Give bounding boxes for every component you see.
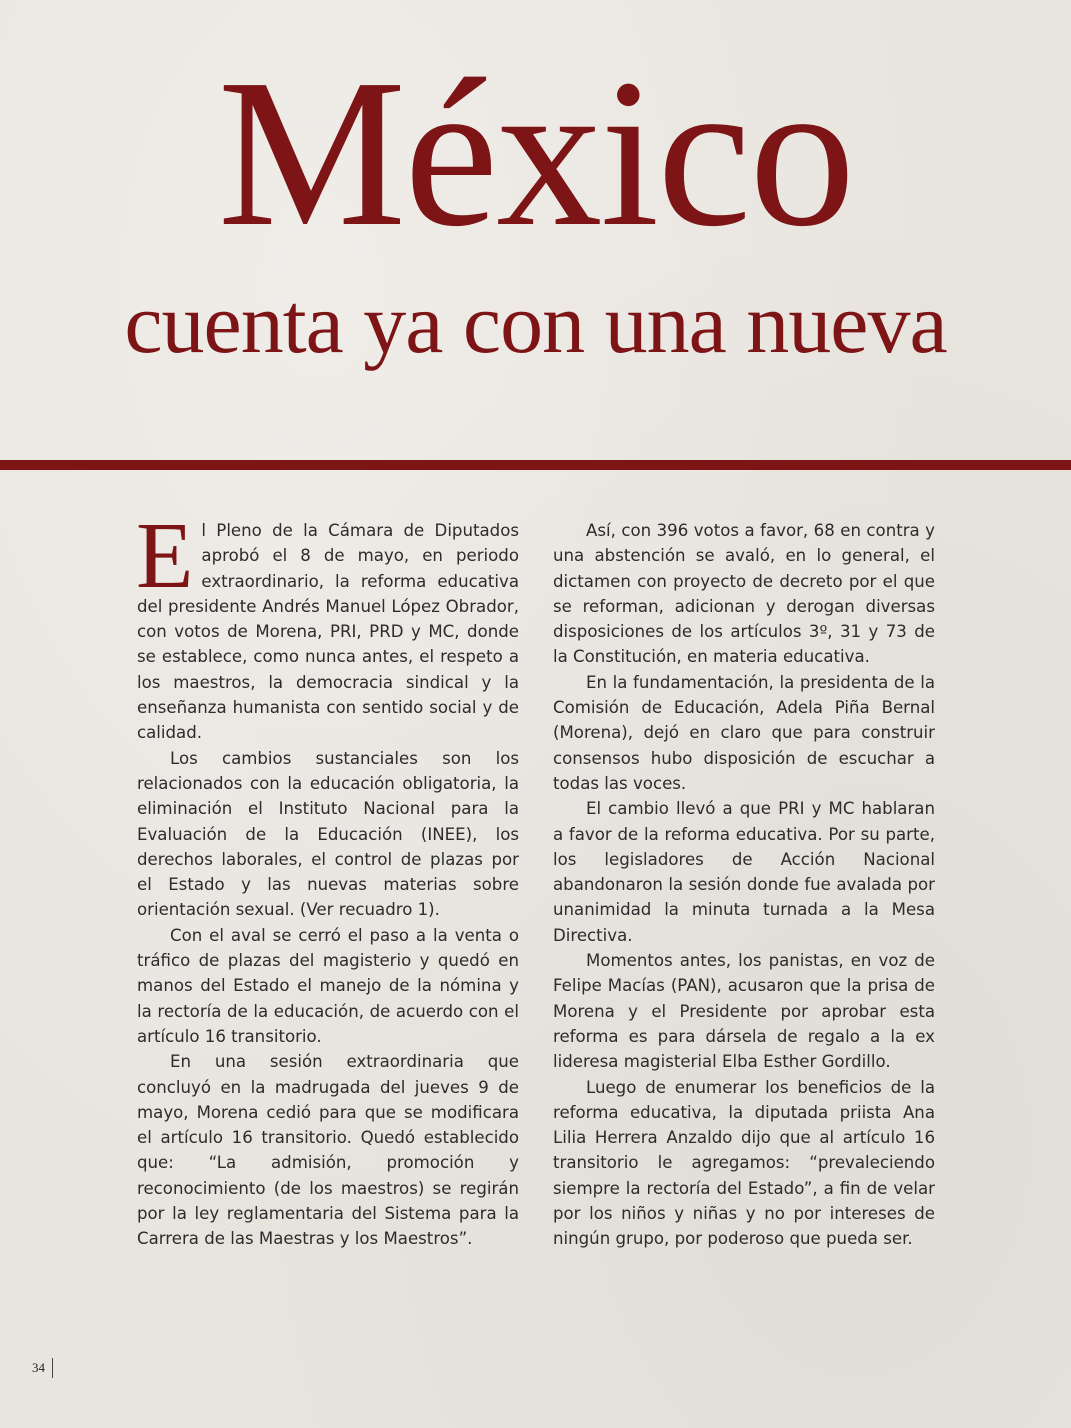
paragraph-text: l Pleno de la Cámara de Diputados aprobó el 8 de mayo, en periodo extraordinario, la reforma educativa del presidente Andrés Manuel López Obrador, con votos de Morena, PRI, PRD y MC, donde se establece, como nunca antes, el respeto a los maestros, la democracia sindical y la enseñanza humanista con sentido social y de calidad.	[137, 521, 519, 743]
headline-main: México	[217, 35, 854, 270]
article-paragraph: En la fundamentación, la presidenta de la Comisión de Educación, Adela Piña Bernal (Morena), dejó en claro que para construir consensos hubo disposición de escuchar a todas las voces.	[553, 672, 935, 793]
article-paragraph: Con el aval se cerró el paso a la venta o tráfico de plazas del magisterio y quedó en manos del Estado el manejo de la nómina y la rectoría de la educación, de acuerdo con el artículo 16 transitorio.	[137, 925, 519, 1046]
drop-cap: E	[136, 504, 194, 608]
article-column-right	[553, 518, 935, 1252]
article-paragraph	[136, 504, 519, 746]
article-paragraph: Así, con 396 votos a favor, 68 en contra y una abstención se avaló, en lo general, el dictamen con proyecto de decreto por el que se reforman, adicionan y derogan diversas disposiciones de los artículos 3º, 31 y 73 de la Constitución, en materia educativa.	[553, 521, 935, 667]
article-column-left	[136, 504, 519, 1252]
article-paragraph: En una sesión extraordinaria que concluyó en la madrugada del jueves 9 de mayo, Morena cedió para que se modificara el artículo 16 transitorio. Quedó establecido que: “La admisión, promoción y reconocimiento (de los maestros) se regirán por la ley reglamentaria del Sistema para la Carrera de las Maestras y los Maestros”.	[137, 1052, 519, 1249]
page-number: 34	[32, 1358, 53, 1378]
article-paragraph: Momentos antes, los panistas, en voz de Felipe Macías (PAN), acusaron que la prisa de Morena y el Presidente por aprobar esta reforma es para dársela de regalo a la ex lideresa magisterial Elba Esther Gordillo.	[553, 951, 935, 1072]
article-paragraph: El cambio llevó a que PRI y MC hablaran a favor de la reforma educativa. Por su parte, los legisladores de Acción Nacional abandonaron la sesión donde fue avalada por unanimidad la minuta turnada a la Mesa Directiva.	[553, 799, 935, 945]
title-divider-rule	[0, 460, 1071, 470]
headline-subtitle: cuenta ya con una nueva	[124, 275, 947, 371]
article-paragraph: Luego de enumerar los beneficios de la reforma educativa, la diputada priista Ana Lilia Herrera Anzaldo dijo que al artículo 16 transitorio le agregamos: “prevaleciendo siempre la rectoría del Estado”, a fin de velar por los niños y niñas y no por intereses de ningún grupo, por poderoso que pueda ser.	[553, 1077, 935, 1249]
article-paragraph: Los cambios sustanciales son los relacionados con la educación obligatoria, la eliminación el Instituto Nacional para la Evaluación de la Educación (INEE), los derechos laborales, el control de plazas por el Estado y las nuevas materias sobre orientación sexual. (Ver recuadro 1).	[137, 748, 519, 920]
